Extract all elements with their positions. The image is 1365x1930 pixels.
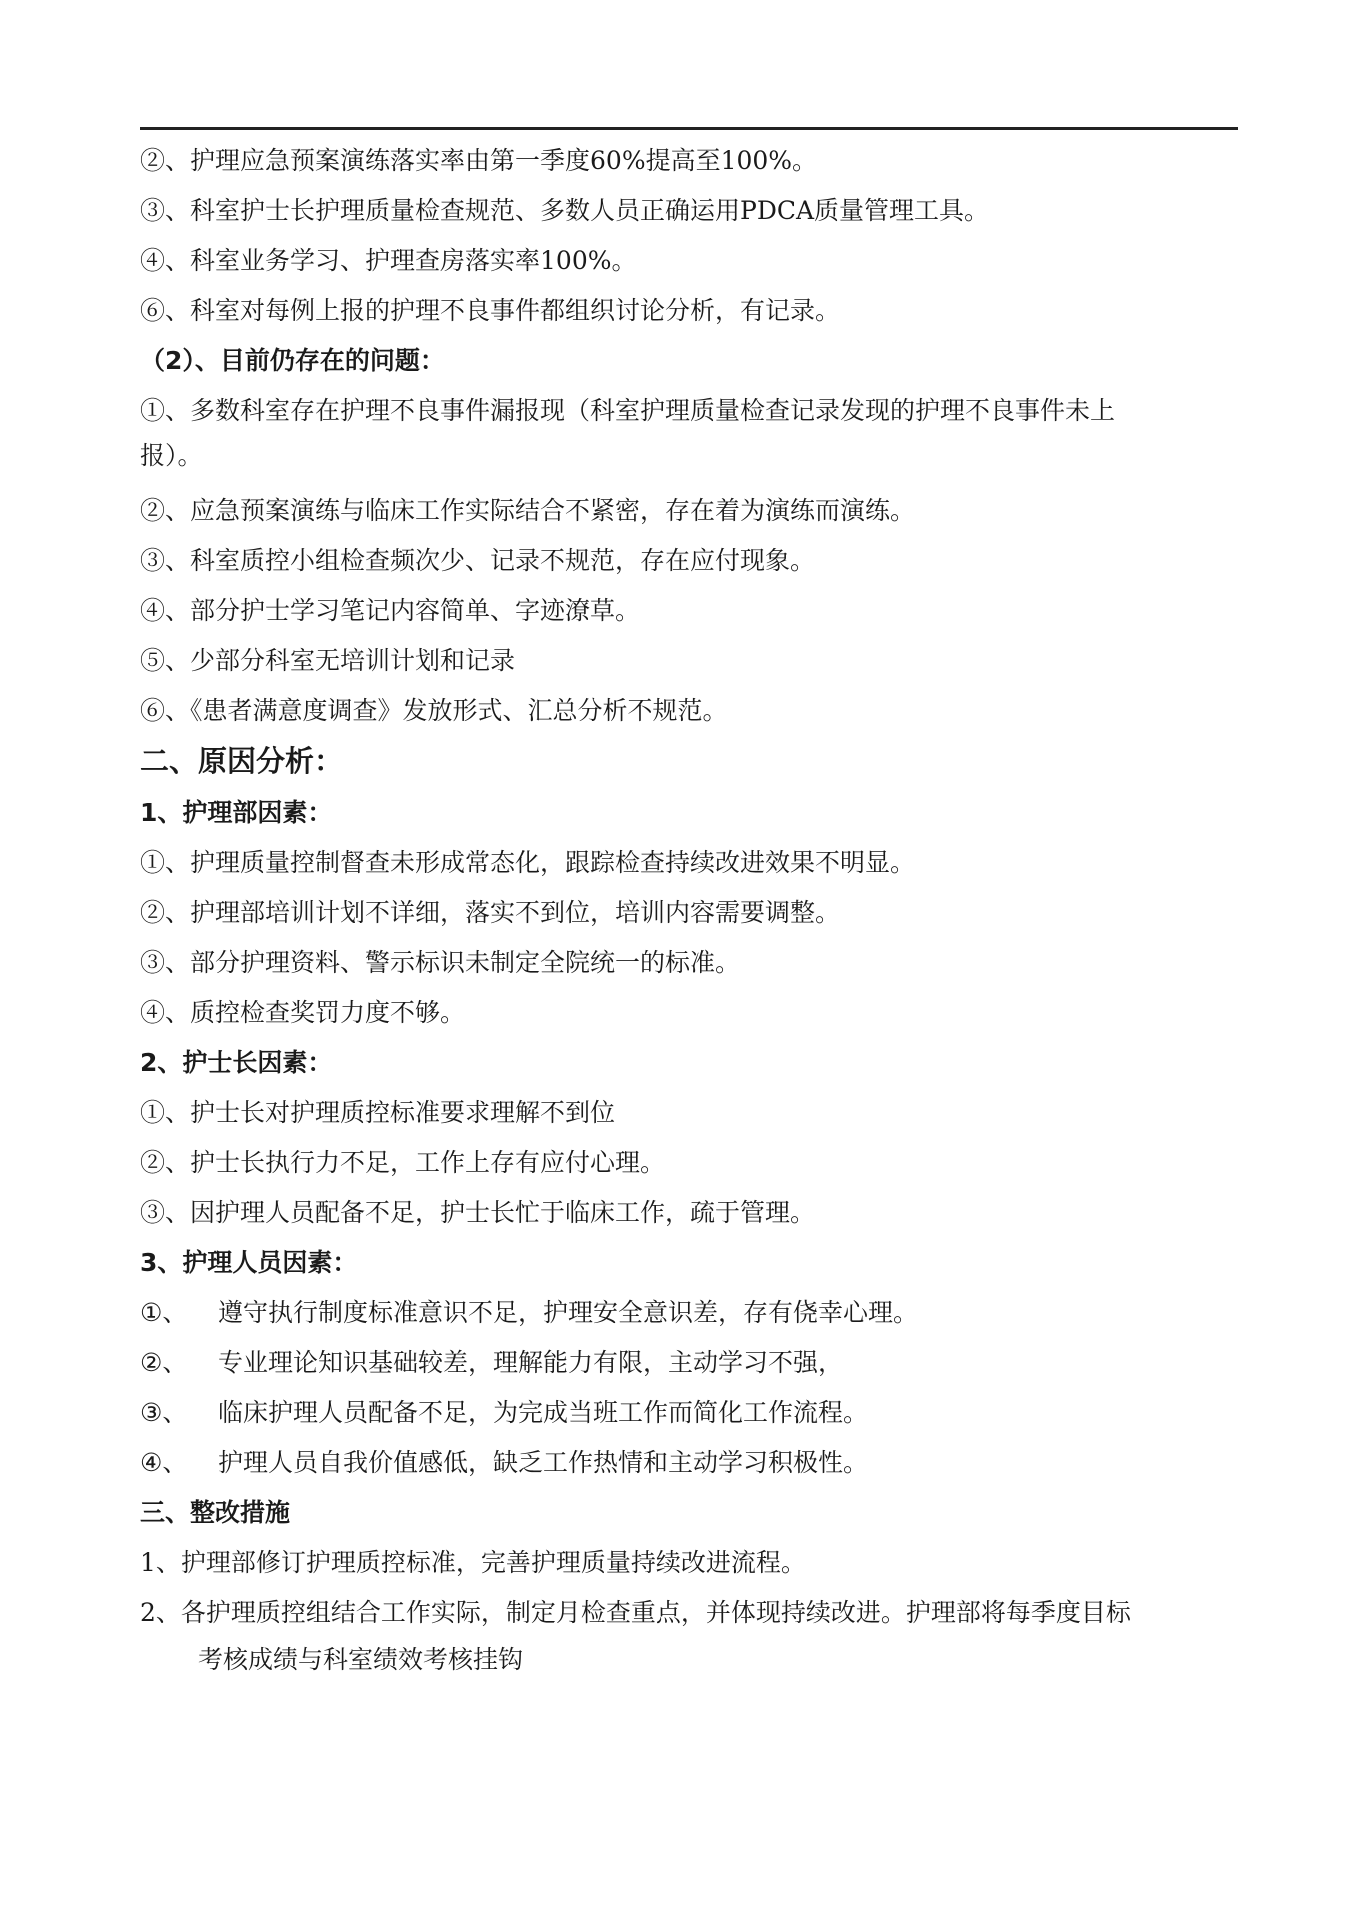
achievement-item: ⑥、科室对每例上报的护理不良事件都组织讨论分析，有记录。 [140, 296, 841, 325]
cause-item: ③、部分护理资料、警示标识未制定全院统一的标准。 [140, 948, 741, 977]
section-heading: 三、整改措施 [140, 1498, 291, 1527]
cause-item: ③、因护理人员配备不足，护士长忙于临床工作，疏于管理。 [140, 1198, 816, 1227]
cause-item: ①、护士长对护理质控标准要求理解不到位 [140, 1098, 616, 1127]
measure-item: 1、护理部修订护理质控标准，完善护理质量持续改进流程。 [140, 1548, 806, 1577]
item-number: ①、 [140, 1298, 188, 1327]
problem-item-text-emphasis: 科室护理质量检查记录发现的护理不良事件未上 [590, 396, 1116, 425]
item-number: ④、 [140, 1448, 188, 1477]
problem-item: ③、科室质控小组检查频次少、记录不规范，存在应付现象。 [140, 546, 816, 575]
measure-item [140, 1588, 1250, 1638]
item-text: 专业理论知识基础较差，理解能力有限，主动学习不强， [218, 1348, 844, 1377]
cause-item: ①、护理质量控制督查未形成常态化，跟踪检查持续改进效果不明显。 [140, 848, 916, 877]
measure-item-continuation: 考核成绩与科室绩效考核挂钩 [198, 1645, 524, 1674]
cause-item: ②、护理部培训计划不详细，落实不到位，培训内容需要调整。 [140, 898, 841, 927]
measure-item-text: 2、各护理质控组结合工作实际，制定月检查重点，并体现持续改进。 [140, 1598, 906, 1627]
cause-item [140, 1438, 1250, 1488]
problem-item: ⑤、少部分科室无培训计划和记录 [140, 646, 516, 675]
cause-item [140, 1388, 1250, 1438]
problem-item [140, 386, 1250, 436]
problem-item: ④、部分护士学习笔记内容简单、字迹潦草。 [140, 596, 641, 625]
achievement-item: ②、护理应急预案演练落实率由第一季度60%提高至100%。 [140, 146, 818, 175]
problem-item: ②、应急预案演练与临床工作实际结合不紧密，存在着为演练而演练。 [140, 496, 916, 525]
problems-heading: （2）、目前仍存在的问题： [140, 346, 445, 375]
problem-item-text: ①、多数科室存在护理不良事件漏报现（ [140, 396, 591, 425]
cause-item [140, 1288, 1250, 1338]
item-number: ②、 [140, 1348, 188, 1377]
cause-item: ④、质控检查奖罚力度不够。 [140, 998, 466, 1027]
header-rule [140, 127, 1238, 130]
subsection-heading: 2、护士长因素： [140, 1048, 333, 1077]
problem-item: ⑥、《患者满意度调查》发放形式、汇总分析不规范。 [140, 696, 728, 725]
item-text: 遵守执行制度标准意识不足，护理安全意识差，存有侥幸心理。 [218, 1298, 919, 1327]
item-number: ③、 [140, 1398, 188, 1427]
item-text: 护理人员自我价值感低，缺乏工作热情和主动学习积极性。 [218, 1448, 869, 1477]
measure-item-text-emphasis: 护理部将每季度目标 [905, 1598, 1131, 1627]
subsection-heading: 1、护理部因素： [140, 798, 333, 827]
item-text: 临床护理人员配备不足，为完成当班工作而简化工作流程。 [218, 1398, 869, 1427]
section-heading: 二、原因分析： [140, 744, 344, 778]
problem-item-continuation: 报）。 [140, 441, 203, 470]
cause-item: ②、护士长执行力不足，工作上存有应付心理。 [140, 1148, 666, 1177]
subsection-heading: 3、护理人员因素： [140, 1248, 358, 1277]
achievement-item: ③、科室护士长护理质量检查规范、多数人员正确运用PDCA质量管理工具。 [140, 196, 990, 225]
achievement-item: ④、科室业务学习、护理查房落实率100%。 [140, 246, 637, 275]
cause-item [140, 1338, 1250, 1388]
